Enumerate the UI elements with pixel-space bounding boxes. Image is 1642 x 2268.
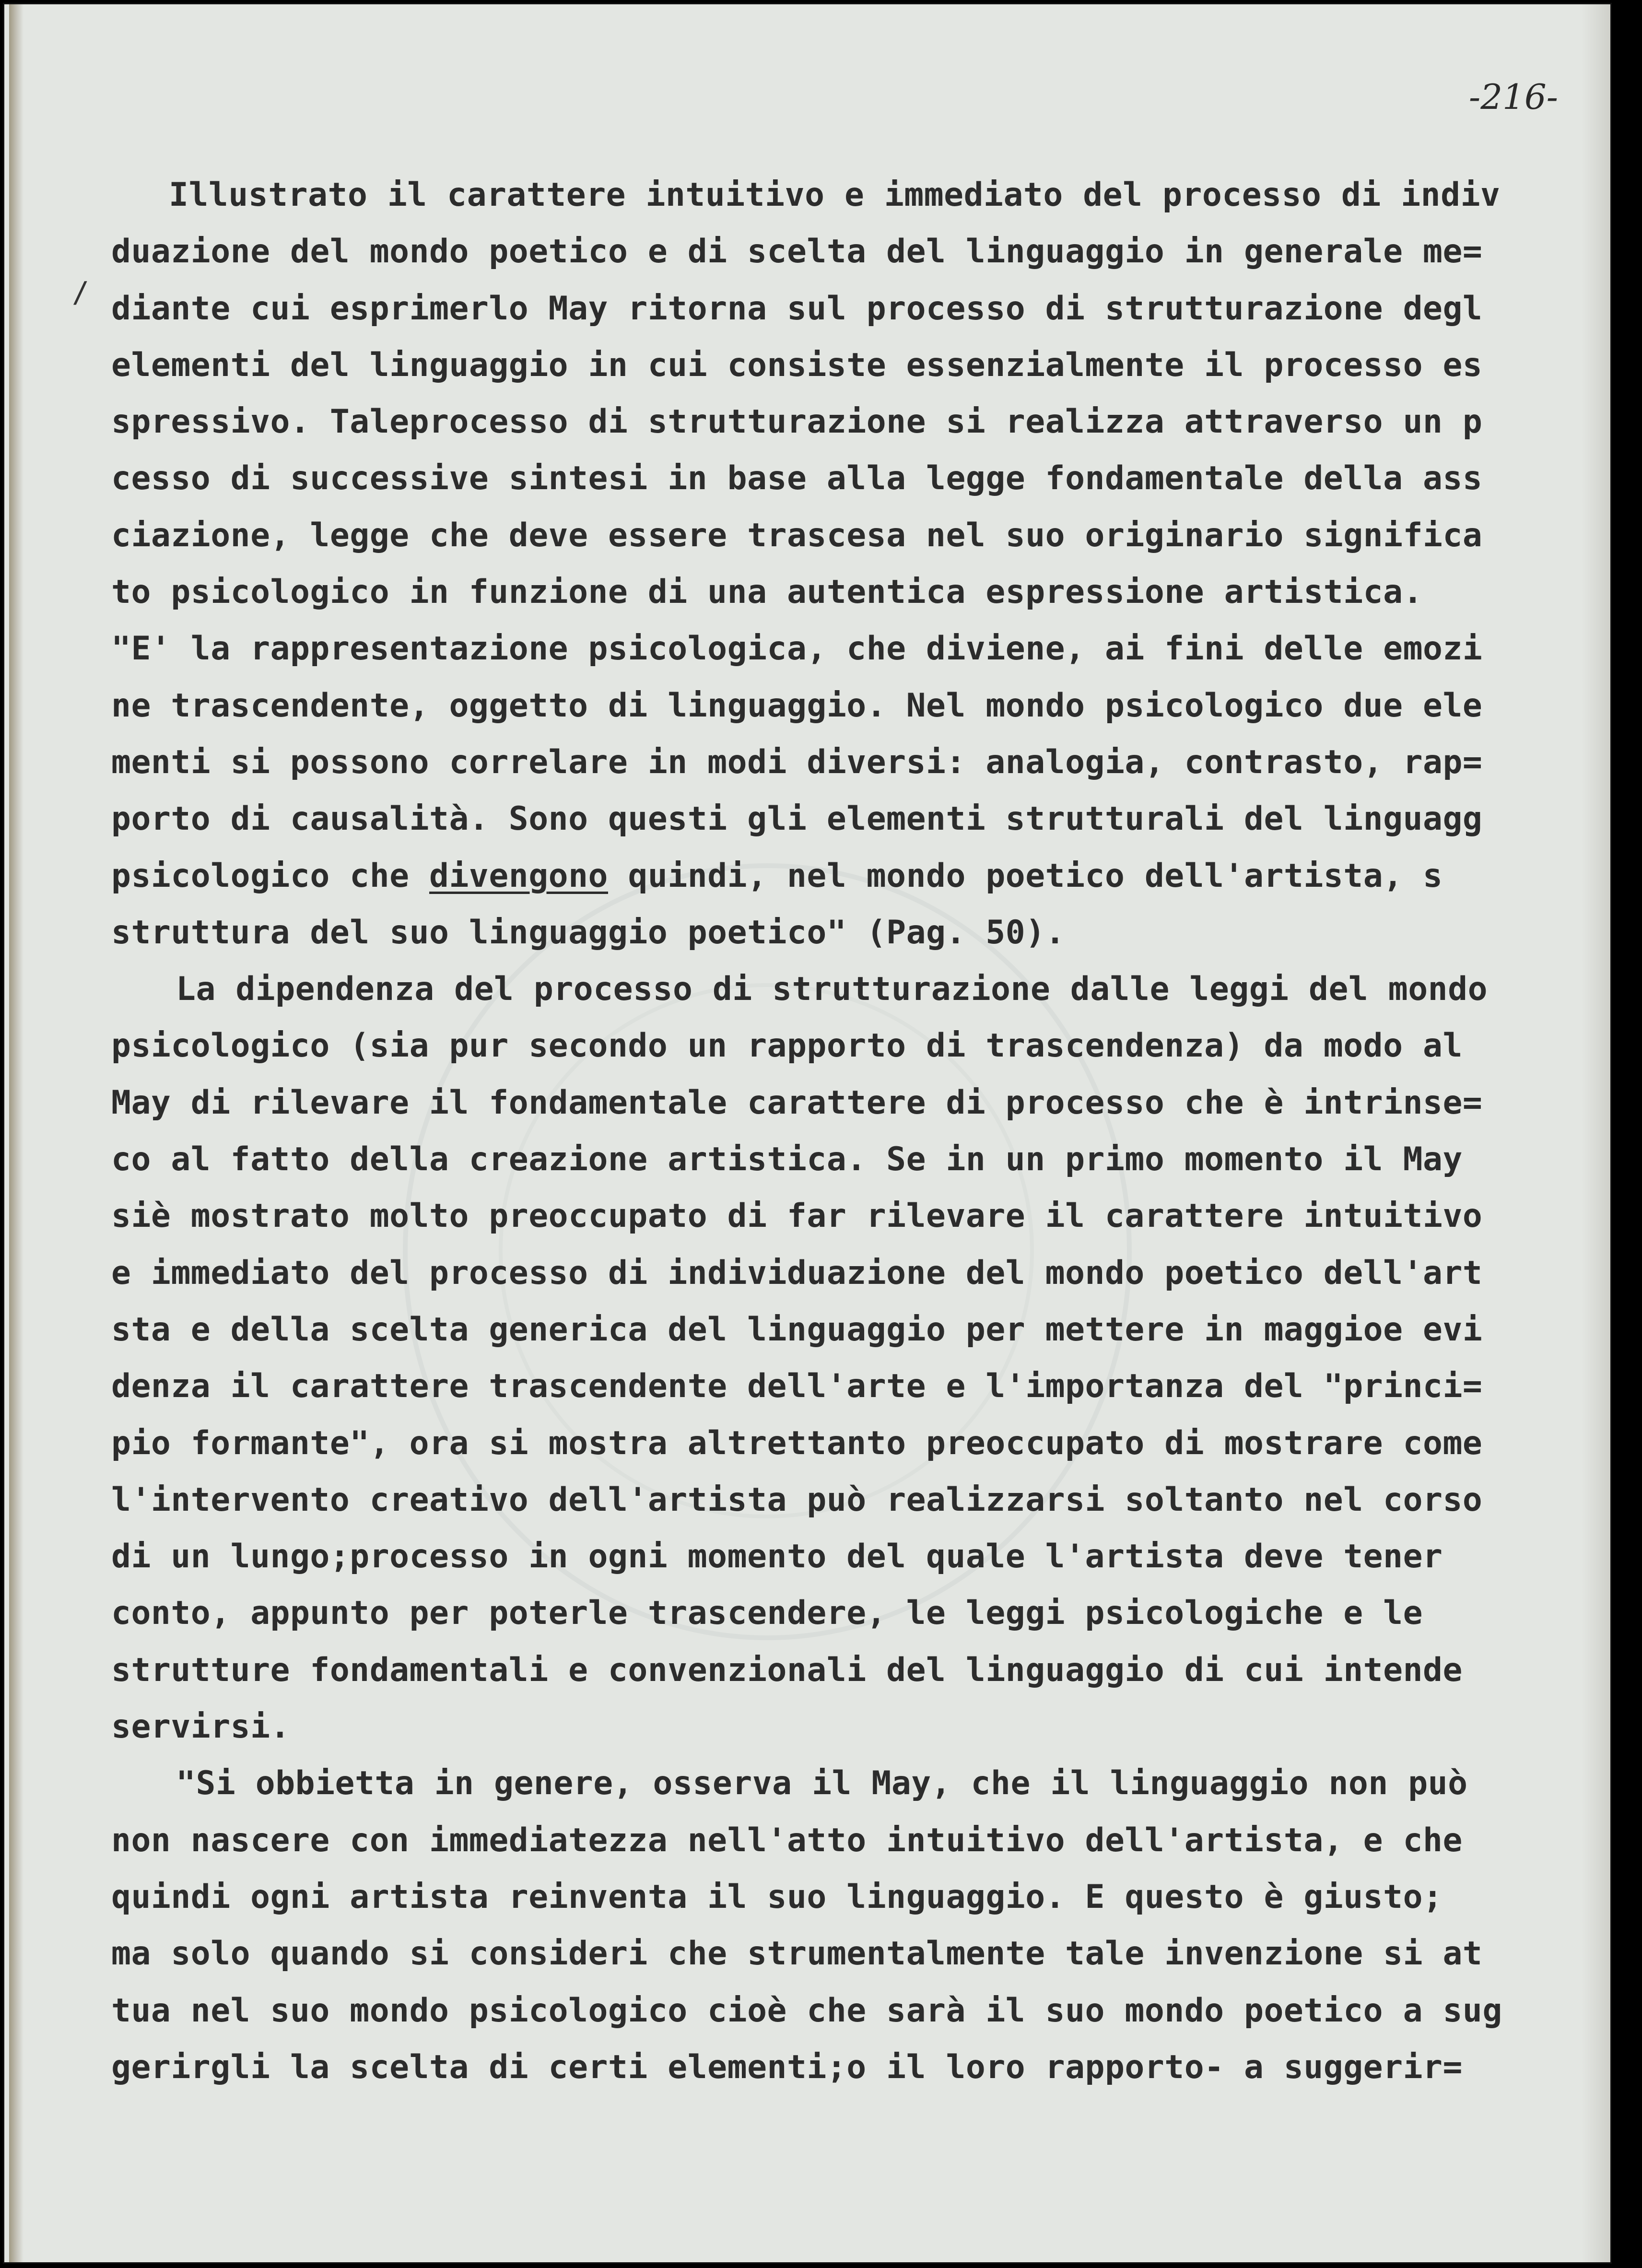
margin-mark: / xyxy=(72,276,90,309)
text-line: ne trascendente, oggetto di linguaggio. Nel mondo psicologico due ele xyxy=(111,686,1483,725)
text-line: Illustrato il carattere intuitivo e immediato del processo di indiv xyxy=(169,176,1501,214)
text-line: menti si possono correlare in modi diversi: analogia, contrasto, rap= xyxy=(111,743,1483,781)
text-line: "E' la rappresentazione psicologica, che diviene, ai fini delle emozi xyxy=(111,630,1483,668)
text-line: denza il carattere trascendente dell'arte e l'importanza del "princi= xyxy=(111,1367,1483,1406)
text-fragment: quindi, nel mondo poetico dell'artista, s xyxy=(608,857,1443,895)
binding-edge xyxy=(9,4,23,2262)
page-right-edge xyxy=(1582,4,1610,2262)
text-line: pio formante", ora si mostra altrettanto preoccupato di mostrare come xyxy=(111,1424,1483,1462)
underlined-word: divengono xyxy=(429,857,608,895)
text-line: struttura del suo linguaggio poetico" (Pag. 50). xyxy=(111,913,1066,952)
page-number: -216- xyxy=(1468,77,1558,117)
text-line: elementi del linguaggio in cui consiste essenzialmente il processo es xyxy=(111,346,1483,384)
text-fragment: psicologico che xyxy=(111,857,430,895)
text-line: co al fatto della creazione artistica. Se in un primo momento il May xyxy=(111,1140,1463,1179)
text-line: spressivo. Taleprocesso di strutturazione si realizza attraverso un p xyxy=(111,403,1483,441)
text-line: diante cui esprimerlo May ritorna sul processo di strutturazione degl xyxy=(111,289,1483,328)
text-line: servirsi. xyxy=(111,1708,290,1746)
text-line: quindi ogni artista reinventa il suo linguaggio. E questo è giusto; xyxy=(111,1878,1443,1916)
text-line: e immediato del processo di individuazione del mondo poetico dell'art xyxy=(111,1254,1483,1292)
text-line: conto, appunto per poterle trascendere, le leggi psicologiche e le xyxy=(111,1594,1423,1633)
text-line: sta e della scelta generica del linguaggio per mettere in maggioe evi xyxy=(111,1310,1483,1349)
text-line: "Si obbietta in genere, osserva il May, che il linguaggio non può xyxy=(176,1764,1468,1803)
text-line: non nascere con immediatezza nell'atto intuitivo dell'artista, e che xyxy=(111,1821,1463,1859)
text-line: ciazione, legge che deve essere trascesa nel suo originario significa xyxy=(111,516,1483,554)
text-line: psicologico (sia pur secondo un rapporto di trascendenza) da modo al xyxy=(111,1027,1463,1065)
text-line: ma solo quando si consideri che strumentalmente tale invenzione si at xyxy=(111,1935,1483,1973)
document-body xyxy=(111,167,1531,2096)
text-line: duazione del mondo poetico e di scelta del linguaggio in generale me= xyxy=(111,233,1483,271)
text-line: siè mostrato molto preoccupato di far rilevare il carattere intuitivo xyxy=(111,1197,1483,1235)
text-line: di un lungo;processo in ogni momento del quale l'artista deve tener xyxy=(111,1538,1443,1576)
text-line: May di rilevare il fondamentale carattere di processo che è intrinse= xyxy=(111,1083,1483,1122)
text-line: strutture fondamentali e convenzionali del linguaggio di cui intende xyxy=(111,1651,1463,1689)
text-line: gerirgli la scelta di certi elementi;o il loro rapporto- a suggerir= xyxy=(111,2048,1463,2086)
text-line: l'intervento creativo dell'artista può realizzarsi soltanto nel corso xyxy=(111,1481,1483,1519)
text-line: La dipendenza del processo di strutturazione dalle leggi del mondo xyxy=(176,970,1488,1009)
text-line: porto di causalità. Sono questi gli elementi strutturali del linguagg xyxy=(111,800,1483,838)
text-line: cesso di successive sintesi in base alla legge fondamentale della ass xyxy=(111,459,1483,498)
text-line: tua nel suo mondo psicologico cioè che sarà il suo mondo poetico a sug xyxy=(111,1991,1502,2030)
text-line: to psicologico in funzione di una autentica espressione artistica. xyxy=(111,573,1423,611)
text-line-with-underline xyxy=(111,848,1531,905)
